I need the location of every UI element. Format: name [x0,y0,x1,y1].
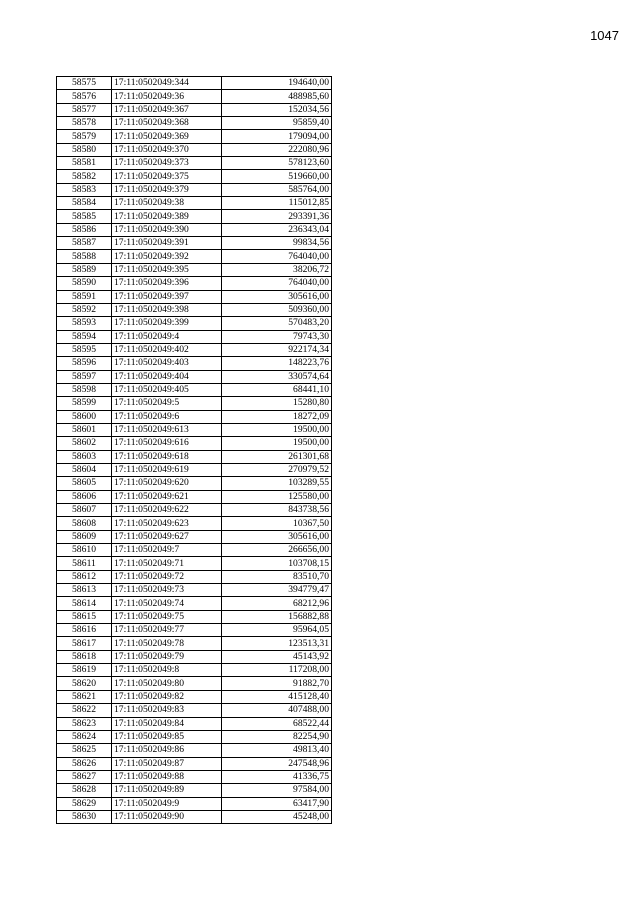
table-row [57,557,332,570]
cadastral-number-cell: 17:11:0502049:397 [112,290,222,303]
cadastral-value-cell: 63417,90 [222,797,332,810]
cadastral-number-cell: 17:11:0502049:396 [112,277,222,290]
row-number-cell: 58591 [57,290,112,303]
cadastral-value-cell: 293391,36 [222,210,332,223]
row-number-cell: 58604 [57,463,112,476]
cadastral-value-cell: 103289,55 [222,477,332,490]
table-row [57,570,332,583]
table-row [57,237,332,250]
cadastral-value-cell: 18272,09 [222,410,332,423]
row-number-cell: 58609 [57,530,112,543]
table-row [57,544,332,557]
cadastral-value-cell: 922174,34 [222,343,332,356]
row-number-cell: 58621 [57,690,112,703]
cadastral-number-cell: 17:11:0502049:391 [112,237,222,250]
row-number-cell: 58575 [57,77,112,90]
row-number-cell: 58583 [57,183,112,196]
table-row [57,383,332,396]
cadastral-value-cell: 509360,00 [222,303,332,316]
table-row [57,744,332,757]
table-row [57,704,332,717]
table-row [57,450,332,463]
cadastral-number-cell: 17:11:0502049:379 [112,183,222,196]
cadastral-number-cell: 17:11:0502049:402 [112,343,222,356]
table-row [57,103,332,116]
row-number-cell: 58579 [57,130,112,143]
cadastral-value-cell: 19500,00 [222,437,332,450]
table-row [57,330,332,343]
table-row [57,397,332,410]
row-number-cell: 58580 [57,143,112,156]
row-number-cell: 58600 [57,410,112,423]
table-row [57,303,332,316]
row-number-cell: 58588 [57,250,112,263]
table-row [57,317,332,330]
table-row [57,210,332,223]
table-row [57,183,332,196]
page-number: 1047 [590,28,619,43]
cadastral-number-cell: 17:11:0502049:74 [112,597,222,610]
cadastral-value-cell: 19500,00 [222,423,332,436]
cadastral-number-cell: 17:11:0502049:38 [112,197,222,210]
cadastral-number-cell: 17:11:0502049:75 [112,610,222,623]
table-row [57,810,332,823]
row-number-cell: 58611 [57,557,112,570]
table-row [57,290,332,303]
table-row [57,797,332,810]
cadastral-number-cell: 17:11:0502049:72 [112,570,222,583]
cadastral-value-cell: 148223,76 [222,357,332,370]
row-number-cell: 58623 [57,717,112,730]
cadastral-value-cell: 764040,00 [222,277,332,290]
cadastral-value-cell: 570483,20 [222,317,332,330]
row-number-cell: 58622 [57,704,112,717]
row-number-cell: 58585 [57,210,112,223]
row-number-cell: 58628 [57,784,112,797]
cadastral-value-cell: 125580,00 [222,490,332,503]
cadastral-value-cell: 236343,04 [222,223,332,236]
cadastral-value-cell: 123513,31 [222,637,332,650]
row-number-cell: 58594 [57,330,112,343]
table-row [57,370,332,383]
cadastral-value-cell: 305616,00 [222,290,332,303]
cadastral-number-cell: 17:11:0502049:622 [112,504,222,517]
cadastral-number-cell: 17:11:0502049:368 [112,117,222,130]
cadastral-number-cell: 17:11:0502049:344 [112,77,222,90]
table-row [57,343,332,356]
table-row [57,250,332,263]
table-row [57,197,332,210]
cadastral-value-cell: 10367,50 [222,517,332,530]
row-number-cell: 58595 [57,343,112,356]
cadastral-number-cell: 17:11:0502049:87 [112,757,222,770]
cadastral-number-cell: 17:11:0502049:78 [112,637,222,650]
cadastral-number-cell: 17:11:0502049:627 [112,530,222,543]
cadastral-value-cell: 266656,00 [222,544,332,557]
table-row [57,784,332,797]
cadastral-number-cell: 17:11:0502049:8 [112,664,222,677]
cadastral-value-cell: 45248,00 [222,810,332,823]
table-row [57,477,332,490]
cadastral-number-cell: 17:11:0502049:370 [112,143,222,156]
cadastral-value-table [56,76,332,824]
table-row [57,90,332,103]
cadastral-number-cell: 17:11:0502049:36 [112,90,222,103]
table-row [57,504,332,517]
cadastral-number-cell: 17:11:0502049:5 [112,397,222,410]
cadastral-number-cell: 17:11:0502049:623 [112,517,222,530]
row-number-cell: 58597 [57,370,112,383]
table-row [57,410,332,423]
cadastral-number-cell: 17:11:0502049:619 [112,463,222,476]
cadastral-number-cell: 17:11:0502049:6 [112,410,222,423]
cadastral-number-cell: 17:11:0502049:84 [112,717,222,730]
cadastral-number-cell: 17:11:0502049:85 [112,730,222,743]
cadastral-number-cell: 17:11:0502049:389 [112,210,222,223]
cadastral-value-cell: 83510,70 [222,570,332,583]
cadastral-number-cell: 17:11:0502049:398 [112,303,222,316]
cadastral-number-cell: 17:11:0502049:395 [112,263,222,276]
row-number-cell: 58601 [57,423,112,436]
row-number-cell: 58607 [57,504,112,517]
cadastral-number-cell: 17:11:0502049:71 [112,557,222,570]
table-row [57,77,332,90]
cadastral-value-cell: 578123,60 [222,157,332,170]
table-row [57,717,332,730]
cadastral-value-cell: 194640,00 [222,77,332,90]
row-number-cell: 58576 [57,90,112,103]
cadastral-number-cell: 17:11:0502049:392 [112,250,222,263]
row-number-cell: 58618 [57,650,112,663]
cadastral-number-cell: 17:11:0502049:82 [112,690,222,703]
row-number-cell: 58599 [57,397,112,410]
table-row [57,490,332,503]
cadastral-number-cell: 17:11:0502049:7 [112,544,222,557]
cadastral-value-cell: 488985,60 [222,90,332,103]
table-row [57,170,332,183]
table-row [57,664,332,677]
cadastral-value-cell: 843738,56 [222,504,332,517]
row-number-cell: 58608 [57,517,112,530]
table-row [57,357,332,370]
table-row [57,637,332,650]
table-row [57,597,332,610]
table-body [57,77,332,824]
cadastral-number-cell: 17:11:0502049:367 [112,103,222,116]
row-number-cell: 58614 [57,597,112,610]
row-number-cell: 58627 [57,770,112,783]
cadastral-value-cell: 585764,00 [222,183,332,196]
cadastral-value-cell: 270979,52 [222,463,332,476]
cadastral-value-cell: 394779,47 [222,584,332,597]
cadastral-value-cell: 15280,80 [222,397,332,410]
cadastral-number-cell: 17:11:0502049:80 [112,677,222,690]
cadastral-number-cell: 17:11:0502049:405 [112,383,222,396]
cadastral-number-cell: 17:11:0502049:9 [112,797,222,810]
table-row [57,423,332,436]
row-number-cell: 58603 [57,450,112,463]
cadastral-value-cell: 415128,40 [222,690,332,703]
cadastral-value-cell: 179094,00 [222,130,332,143]
table-row [57,157,332,170]
table-row [57,117,332,130]
cadastral-value-cell: 68522,44 [222,717,332,730]
cadastral-number-cell: 17:11:0502049:621 [112,490,222,503]
cadastral-number-cell: 17:11:0502049:375 [112,170,222,183]
cadastral-value-cell: 305616,00 [222,530,332,543]
row-number-cell: 58578 [57,117,112,130]
table-row [57,277,332,290]
table-row [57,730,332,743]
cadastral-value-cell: 330574,64 [222,370,332,383]
row-number-cell: 58610 [57,544,112,557]
cadastral-number-cell: 17:11:0502049:89 [112,784,222,797]
cadastral-value-cell: 115012,85 [222,197,332,210]
row-number-cell: 58630 [57,810,112,823]
row-number-cell: 58625 [57,744,112,757]
cadastral-value-cell: 764040,00 [222,250,332,263]
row-number-cell: 58605 [57,477,112,490]
row-number-cell: 58589 [57,263,112,276]
row-number-cell: 58581 [57,157,112,170]
row-number-cell: 58602 [57,437,112,450]
table-row [57,223,332,236]
row-number-cell: 58582 [57,170,112,183]
table-row [57,690,332,703]
cadastral-value-cell: 152034,56 [222,103,332,116]
cadastral-value-cell: 117208,00 [222,664,332,677]
row-number-cell: 58586 [57,223,112,236]
table-row [57,584,332,597]
cadastral-number-cell: 17:11:0502049:618 [112,450,222,463]
cadastral-value-cell: 407488,00 [222,704,332,717]
cadastral-number-cell: 17:11:0502049:4 [112,330,222,343]
table-row [57,130,332,143]
table-row [57,517,332,530]
row-number-cell: 58624 [57,730,112,743]
row-number-cell: 58615 [57,610,112,623]
row-number-cell: 58613 [57,584,112,597]
cadastral-value-cell: 156882,88 [222,610,332,623]
row-number-cell: 58616 [57,624,112,637]
cadastral-value-cell: 99834,56 [222,237,332,250]
row-number-cell: 58620 [57,677,112,690]
row-number-cell: 58612 [57,570,112,583]
cadastral-value-cell: 38206,72 [222,263,332,276]
cadastral-value-cell: 97584,00 [222,784,332,797]
table-row [57,263,332,276]
table-row [57,770,332,783]
table-row [57,677,332,690]
table-row [57,757,332,770]
cadastral-value-cell: 91882,70 [222,677,332,690]
row-number-cell: 58596 [57,357,112,370]
cadastral-value-cell: 41336,75 [222,770,332,783]
row-number-cell: 58592 [57,303,112,316]
cadastral-number-cell: 17:11:0502049:404 [112,370,222,383]
cadastral-value-cell: 247548,96 [222,757,332,770]
cadastral-number-cell: 17:11:0502049:616 [112,437,222,450]
cadastral-number-cell: 17:11:0502049:79 [112,650,222,663]
row-number-cell: 58593 [57,317,112,330]
cadastral-number-cell: 17:11:0502049:77 [112,624,222,637]
cadastral-number-cell: 17:11:0502049:403 [112,357,222,370]
cadastral-value-cell: 82254,90 [222,730,332,743]
row-number-cell: 58626 [57,757,112,770]
cadastral-value-cell: 79743,30 [222,330,332,343]
cadastral-value-cell: 261301,68 [222,450,332,463]
row-number-cell: 58629 [57,797,112,810]
row-number-cell: 58606 [57,490,112,503]
row-number-cell: 58587 [57,237,112,250]
cadastral-value-cell: 519660,00 [222,170,332,183]
row-number-cell: 58619 [57,664,112,677]
cadastral-value-cell: 95964,05 [222,624,332,637]
row-number-cell: 58598 [57,383,112,396]
cadastral-value-cell: 103708,15 [222,557,332,570]
table-row [57,624,332,637]
cadastral-number-cell: 17:11:0502049:399 [112,317,222,330]
cadastral-value-cell: 68441,10 [222,383,332,396]
table-row [57,610,332,623]
row-number-cell: 58584 [57,197,112,210]
cadastral-number-cell: 17:11:0502049:390 [112,223,222,236]
row-number-cell: 58577 [57,103,112,116]
cadastral-value-cell: 68212,96 [222,597,332,610]
cadastral-number-cell: 17:11:0502049:90 [112,810,222,823]
cadastral-value-cell: 45143,92 [222,650,332,663]
table-row [57,650,332,663]
cadastral-number-cell: 17:11:0502049:88 [112,770,222,783]
table-row [57,143,332,156]
cadastral-number-cell: 17:11:0502049:83 [112,704,222,717]
cadastral-number-cell: 17:11:0502049:73 [112,584,222,597]
row-number-cell: 58590 [57,277,112,290]
cadastral-value-cell: 49813,40 [222,744,332,757]
cadastral-number-cell: 17:11:0502049:373 [112,157,222,170]
cadastral-number-cell: 17:11:0502049:369 [112,130,222,143]
table-row [57,530,332,543]
table-row [57,463,332,476]
cadastral-number-cell: 17:11:0502049:613 [112,423,222,436]
cadastral-value-cell: 222080,96 [222,143,332,156]
cadastral-value-cell: 95859,40 [222,117,332,130]
cadastral-number-cell: 17:11:0502049:86 [112,744,222,757]
row-number-cell: 58617 [57,637,112,650]
cadastral-number-cell: 17:11:0502049:620 [112,477,222,490]
table-row [57,437,332,450]
